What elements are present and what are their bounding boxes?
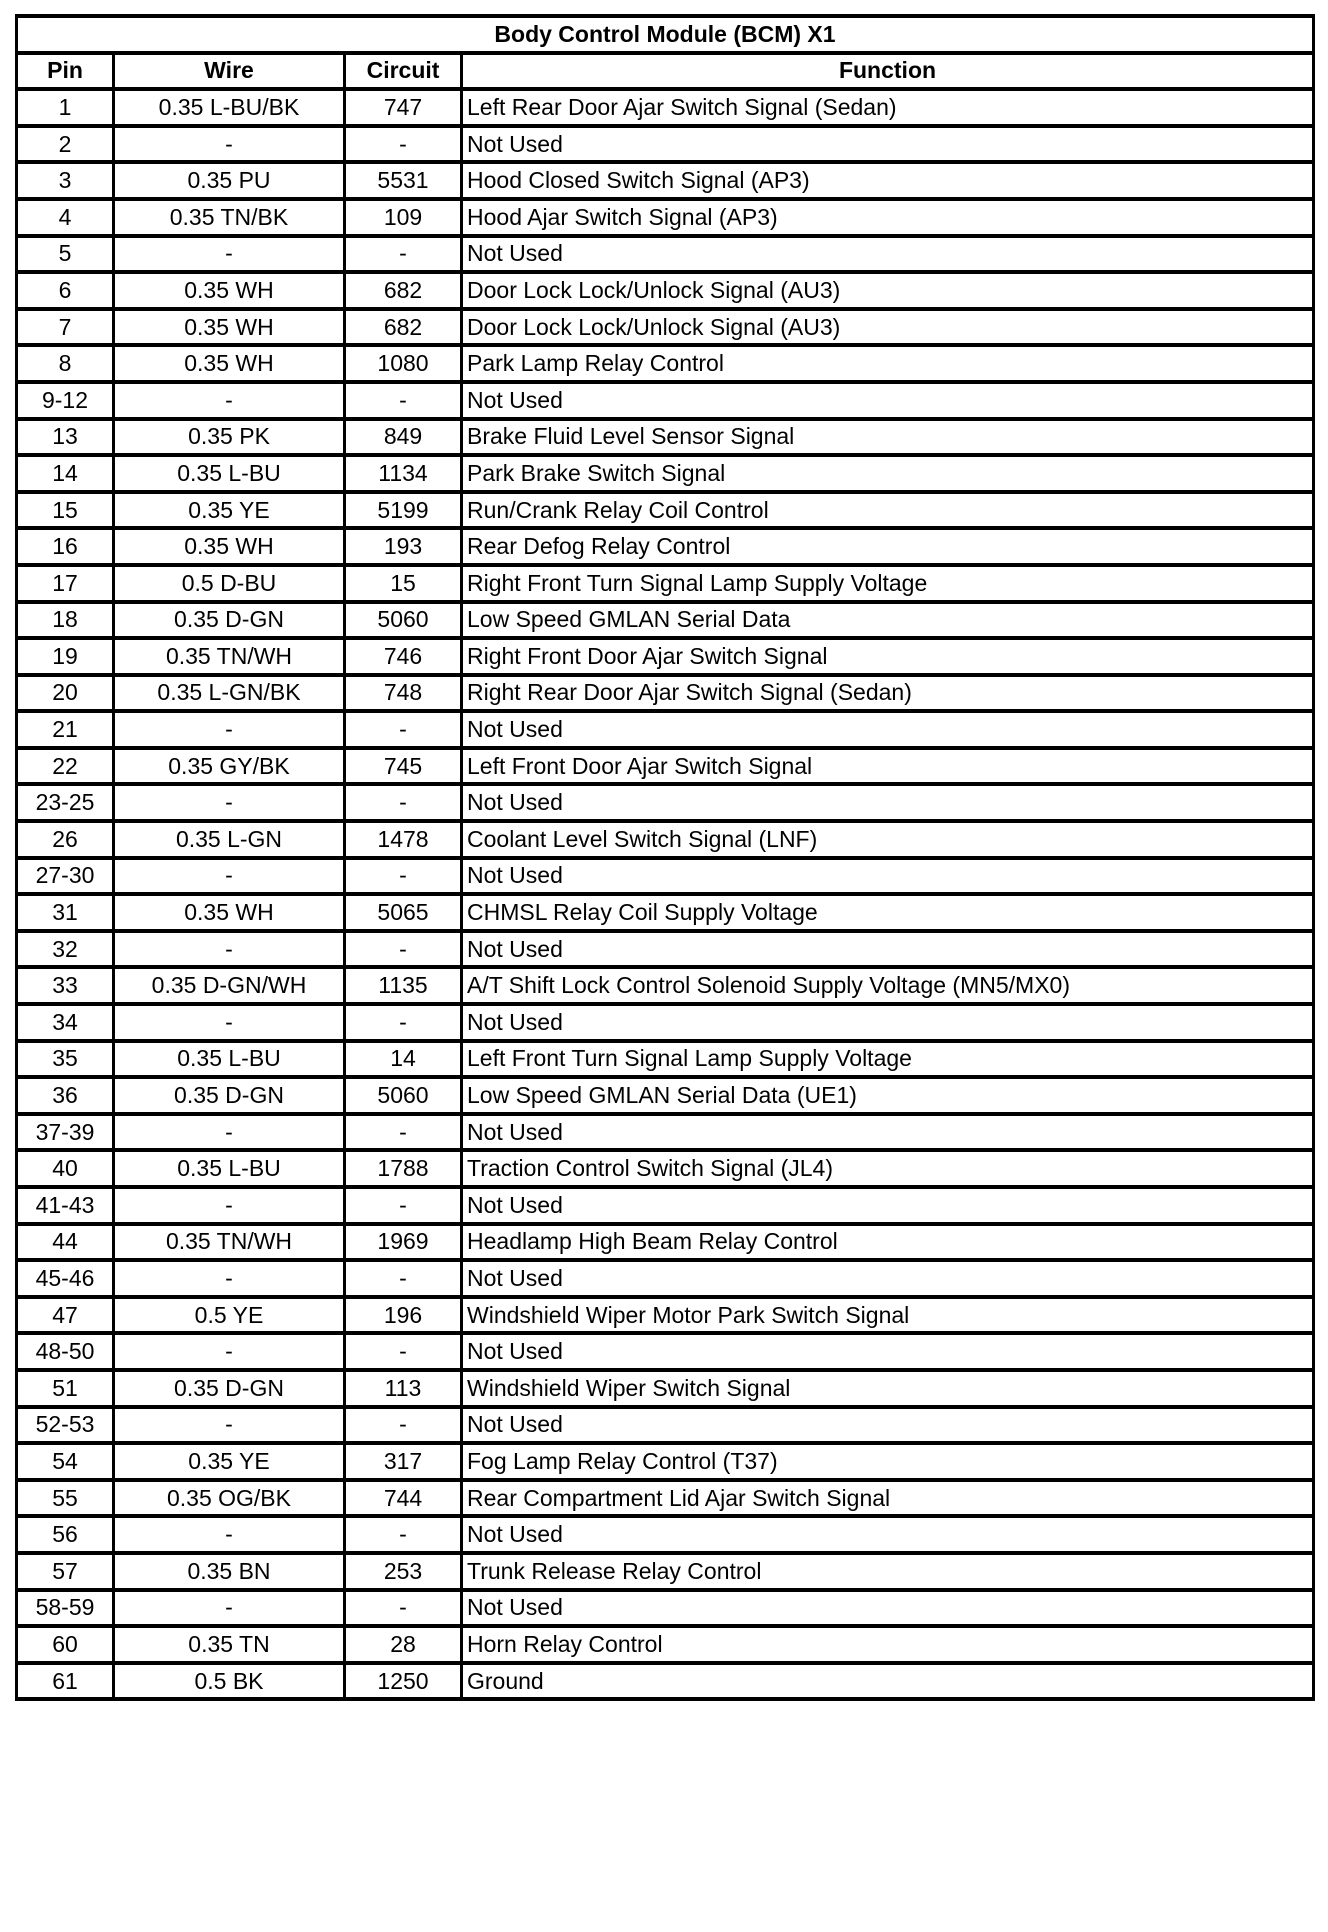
function-cell: Park Brake Switch Signal [462,455,1314,492]
table-row [17,894,1314,931]
wire-cell: 0.35 PK [114,419,345,456]
circuit-cell: 193 [345,528,462,565]
function-cell: Rear Compartment Lid Ajar Switch Signal [462,1480,1314,1517]
function-cell: Horn Relay Control [462,1626,1314,1663]
pin-cell: 3 [17,162,114,199]
wire-cell: - [114,1333,345,1370]
function-cell: Low Speed GMLAN Serial Data (UE1) [462,1077,1314,1114]
circuit-cell: - [345,1590,462,1627]
table-row [17,528,1314,565]
wire-cell: 0.35 TN/WH [114,638,345,675]
wire-cell: - [114,784,345,821]
circuit-cell: 746 [345,638,462,675]
table-row [17,1260,1314,1297]
table-row [17,1187,1314,1224]
function-cell: Low Speed GMLAN Serial Data [462,602,1314,639]
pin-cell: 26 [17,821,114,858]
table-row [17,126,1314,163]
pin-cell: 44 [17,1224,114,1261]
function-cell: Park Lamp Relay Control [462,345,1314,382]
pin-cell: 52-53 [17,1407,114,1444]
circuit-cell: 5060 [345,602,462,639]
table-row [17,1333,1314,1370]
circuit-cell: - [345,126,462,163]
wire-cell: 0.35 BN [114,1553,345,1590]
wire-cell: 0.35 L-BU/BK [114,89,345,126]
function-cell: Not Used [462,858,1314,895]
wire-cell: 0.5 BK [114,1663,345,1700]
table-row [17,89,1314,126]
pin-cell: 17 [17,565,114,602]
wire-cell: 0.35 WH [114,309,345,346]
table-row [17,272,1314,309]
wire-cell: - [114,1004,345,1041]
wire-cell: 0.35 L-BU [114,1041,345,1078]
table-row [17,1077,1314,1114]
circuit-cell: - [345,931,462,968]
table-row [17,1443,1314,1480]
circuit-cell: 745 [345,748,462,785]
table-row [17,1297,1314,1334]
circuit-cell: 253 [345,1553,462,1590]
wire-cell: 0.35 L-BU [114,1150,345,1187]
pin-cell: 61 [17,1663,114,1700]
wire-cell: - [114,382,345,419]
table-row [17,1480,1314,1517]
pin-cell: 34 [17,1004,114,1041]
circuit-cell: - [345,382,462,419]
pin-cell: 48-50 [17,1333,114,1370]
circuit-cell: 317 [345,1443,462,1480]
header-function: Function [462,53,1314,90]
wire-cell: - [114,1516,345,1553]
function-cell: Ground [462,1663,1314,1700]
wire-cell: 0.35 PU [114,162,345,199]
pin-cell: 23-25 [17,784,114,821]
wire-cell: 0.35 L-GN/BK [114,675,345,712]
pin-cell: 36 [17,1077,114,1114]
pin-cell: 8 [17,345,114,382]
wire-cell: 0.35 D-GN/WH [114,967,345,1004]
circuit-cell: - [345,1114,462,1151]
wire-cell: 0.35 WH [114,528,345,565]
table-row [17,455,1314,492]
pin-cell: 5 [17,236,114,273]
table-row [17,1224,1314,1261]
pin-cell: 9-12 [17,382,114,419]
wire-cell: - [114,1114,345,1151]
table-row [17,784,1314,821]
wire-cell: - [114,236,345,273]
pin-cell: 37-39 [17,1114,114,1151]
function-cell: Not Used [462,711,1314,748]
table-row [17,1004,1314,1041]
table-row [17,199,1314,236]
table-row [17,1516,1314,1553]
function-cell: Not Used [462,126,1314,163]
function-cell: Not Used [462,236,1314,273]
circuit-cell: 1788 [345,1150,462,1187]
table-row [17,565,1314,602]
wire-cell: 0.35 WH [114,894,345,931]
table-row [17,1407,1314,1444]
pin-cell: 21 [17,711,114,748]
wire-cell: 0.35 D-GN [114,1370,345,1407]
circuit-cell: 5060 [345,1077,462,1114]
function-cell: Left Rear Door Ajar Switch Signal (Sedan) [462,89,1314,126]
circuit-cell: 1135 [345,967,462,1004]
pin-cell: 41-43 [17,1187,114,1224]
table-row [17,1663,1314,1700]
pin-cell: 60 [17,1626,114,1663]
function-cell: Right Front Door Ajar Switch Signal [462,638,1314,675]
function-cell: Windshield Wiper Motor Park Switch Signal [462,1297,1314,1334]
function-cell: Brake Fluid Level Sensor Signal [462,419,1314,456]
wire-cell: 0.35 GY/BK [114,748,345,785]
pin-cell: 20 [17,675,114,712]
wire-cell: - [114,931,345,968]
table-row [17,1626,1314,1663]
wire-cell: 0.35 L-BU [114,455,345,492]
wire-cell: 0.35 WH [114,272,345,309]
function-cell: Coolant Level Switch Signal (LNF) [462,821,1314,858]
pin-cell: 6 [17,272,114,309]
table-row [17,711,1314,748]
table-row [17,1041,1314,1078]
wire-cell: 0.35 L-GN [114,821,345,858]
circuit-cell: - [345,1004,462,1041]
table-row [17,1553,1314,1590]
function-cell: Not Used [462,1114,1314,1151]
pin-cell: 35 [17,1041,114,1078]
circuit-cell: 748 [345,675,462,712]
pin-cell: 1 [17,89,114,126]
pin-cell: 40 [17,1150,114,1187]
circuit-cell: 744 [345,1480,462,1517]
function-cell: Fog Lamp Relay Control (T37) [462,1443,1314,1480]
wire-cell: - [114,1260,345,1297]
table-row [17,675,1314,712]
pin-cell: 16 [17,528,114,565]
function-cell: Traction Control Switch Signal (JL4) [462,1150,1314,1187]
wire-cell: 0.35 TN/WH [114,1224,345,1261]
function-cell: Door Lock Lock/Unlock Signal (AU3) [462,272,1314,309]
table-row [17,821,1314,858]
circuit-cell: 747 [345,89,462,126]
table-row [17,1150,1314,1187]
function-cell: Hood Closed Switch Signal (AP3) [462,162,1314,199]
function-cell: Left Front Door Ajar Switch Signal [462,748,1314,785]
function-cell: A/T Shift Lock Control Solenoid Supply Voltage (MN5/MX0) [462,967,1314,1004]
circuit-cell: - [345,1407,462,1444]
wire-cell: - [114,1407,345,1444]
function-cell: Not Used [462,382,1314,419]
pin-cell: 54 [17,1443,114,1480]
pin-cell: 13 [17,419,114,456]
function-cell: Not Used [462,1516,1314,1553]
table-row [17,638,1314,675]
table-row [17,1590,1314,1627]
circuit-cell: - [345,236,462,273]
wire-cell: 0.35 YE [114,1443,345,1480]
circuit-cell: 5199 [345,492,462,529]
circuit-cell: 15 [345,565,462,602]
header-row [17,53,1314,90]
table-row [17,1114,1314,1151]
table-row [17,309,1314,346]
circuit-cell: 682 [345,309,462,346]
wire-cell: 0.35 TN/BK [114,199,345,236]
circuit-cell: 28 [345,1626,462,1663]
circuit-cell: 113 [345,1370,462,1407]
function-cell: Not Used [462,1004,1314,1041]
table-row [17,931,1314,968]
circuit-cell: - [345,1333,462,1370]
header-wire: Wire [114,53,345,90]
wire-cell: 0.35 WH [114,345,345,382]
table-row [17,162,1314,199]
pin-cell: 31 [17,894,114,931]
bcm-pinout-table [15,14,1315,1701]
circuit-cell: 5065 [345,894,462,931]
pin-cell: 7 [17,309,114,346]
pin-cell: 18 [17,602,114,639]
table-row [17,345,1314,382]
function-cell: Rear Defog Relay Control [462,528,1314,565]
pin-cell: 22 [17,748,114,785]
circuit-cell: - [345,711,462,748]
circuit-cell: 1969 [345,1224,462,1261]
function-cell: Headlamp High Beam Relay Control [462,1224,1314,1261]
table-row [17,236,1314,273]
circuit-cell: 849 [345,419,462,456]
function-cell: CHMSL Relay Coil Supply Voltage [462,894,1314,931]
wire-cell: 0.5 D-BU [114,565,345,602]
function-cell: Door Lock Lock/Unlock Signal (AU3) [462,309,1314,346]
wire-cell: 0.35 D-GN [114,1077,345,1114]
pin-cell: 14 [17,455,114,492]
function-cell: Not Used [462,1187,1314,1224]
pin-cell: 15 [17,492,114,529]
pin-cell: 32 [17,931,114,968]
pin-cell: 57 [17,1553,114,1590]
wire-cell: - [114,1590,345,1627]
circuit-cell: 196 [345,1297,462,1334]
circuit-cell: - [345,858,462,895]
pin-cell: 45-46 [17,1260,114,1297]
circuit-cell: 1478 [345,821,462,858]
function-cell: Windshield Wiper Switch Signal [462,1370,1314,1407]
header-circuit: Circuit [345,53,462,90]
function-cell: Run/Crank Relay Coil Control [462,492,1314,529]
wire-cell: 0.5 YE [114,1297,345,1334]
title-row [17,16,1314,53]
pin-cell: 58-59 [17,1590,114,1627]
pin-cell: 51 [17,1370,114,1407]
table-row [17,602,1314,639]
circuit-cell: 1250 [345,1663,462,1700]
pin-cell: 55 [17,1480,114,1517]
circuit-cell: - [345,1187,462,1224]
pin-cell: 33 [17,967,114,1004]
circuit-cell: 682 [345,272,462,309]
circuit-cell: 5531 [345,162,462,199]
function-cell: Not Used [462,931,1314,968]
table-row [17,492,1314,529]
circuit-cell: 109 [345,199,462,236]
table-title: Body Control Module (BCM) X1 [17,16,1314,53]
wire-cell: 0.35 D-GN [114,602,345,639]
pin-cell: 56 [17,1516,114,1553]
function-cell: Not Used [462,1407,1314,1444]
wire-cell: 0.35 TN [114,1626,345,1663]
circuit-cell: - [345,784,462,821]
circuit-cell: - [345,1260,462,1297]
wire-cell: - [114,711,345,748]
wire-cell: - [114,858,345,895]
header-pin: Pin [17,53,114,90]
wire-cell: - [114,126,345,163]
function-cell: Not Used [462,1590,1314,1627]
function-cell: Right Rear Door Ajar Switch Signal (Sedan) [462,675,1314,712]
function-cell: Trunk Release Relay Control [462,1553,1314,1590]
function-cell: Not Used [462,1260,1314,1297]
pin-cell: 27-30 [17,858,114,895]
pin-cell: 47 [17,1297,114,1334]
function-cell: Not Used [462,1333,1314,1370]
function-cell: Right Front Turn Signal Lamp Supply Voltage [462,565,1314,602]
table-row [17,419,1314,456]
table-row [17,1370,1314,1407]
circuit-cell: - [345,1516,462,1553]
wire-cell: 0.35 YE [114,492,345,529]
circuit-cell: 1080 [345,345,462,382]
table-row [17,858,1314,895]
function-cell: Not Used [462,784,1314,821]
table-row [17,967,1314,1004]
function-cell: Left Front Turn Signal Lamp Supply Voltage [462,1041,1314,1078]
table-row [17,382,1314,419]
wire-cell: - [114,1187,345,1224]
wire-cell: 0.35 OG/BK [114,1480,345,1517]
table-row [17,748,1314,785]
circuit-cell: 1134 [345,455,462,492]
function-cell: Hood Ajar Switch Signal (AP3) [462,199,1314,236]
pin-cell: 2 [17,126,114,163]
pin-cell: 19 [17,638,114,675]
pin-cell: 4 [17,199,114,236]
circuit-cell: 14 [345,1041,462,1078]
